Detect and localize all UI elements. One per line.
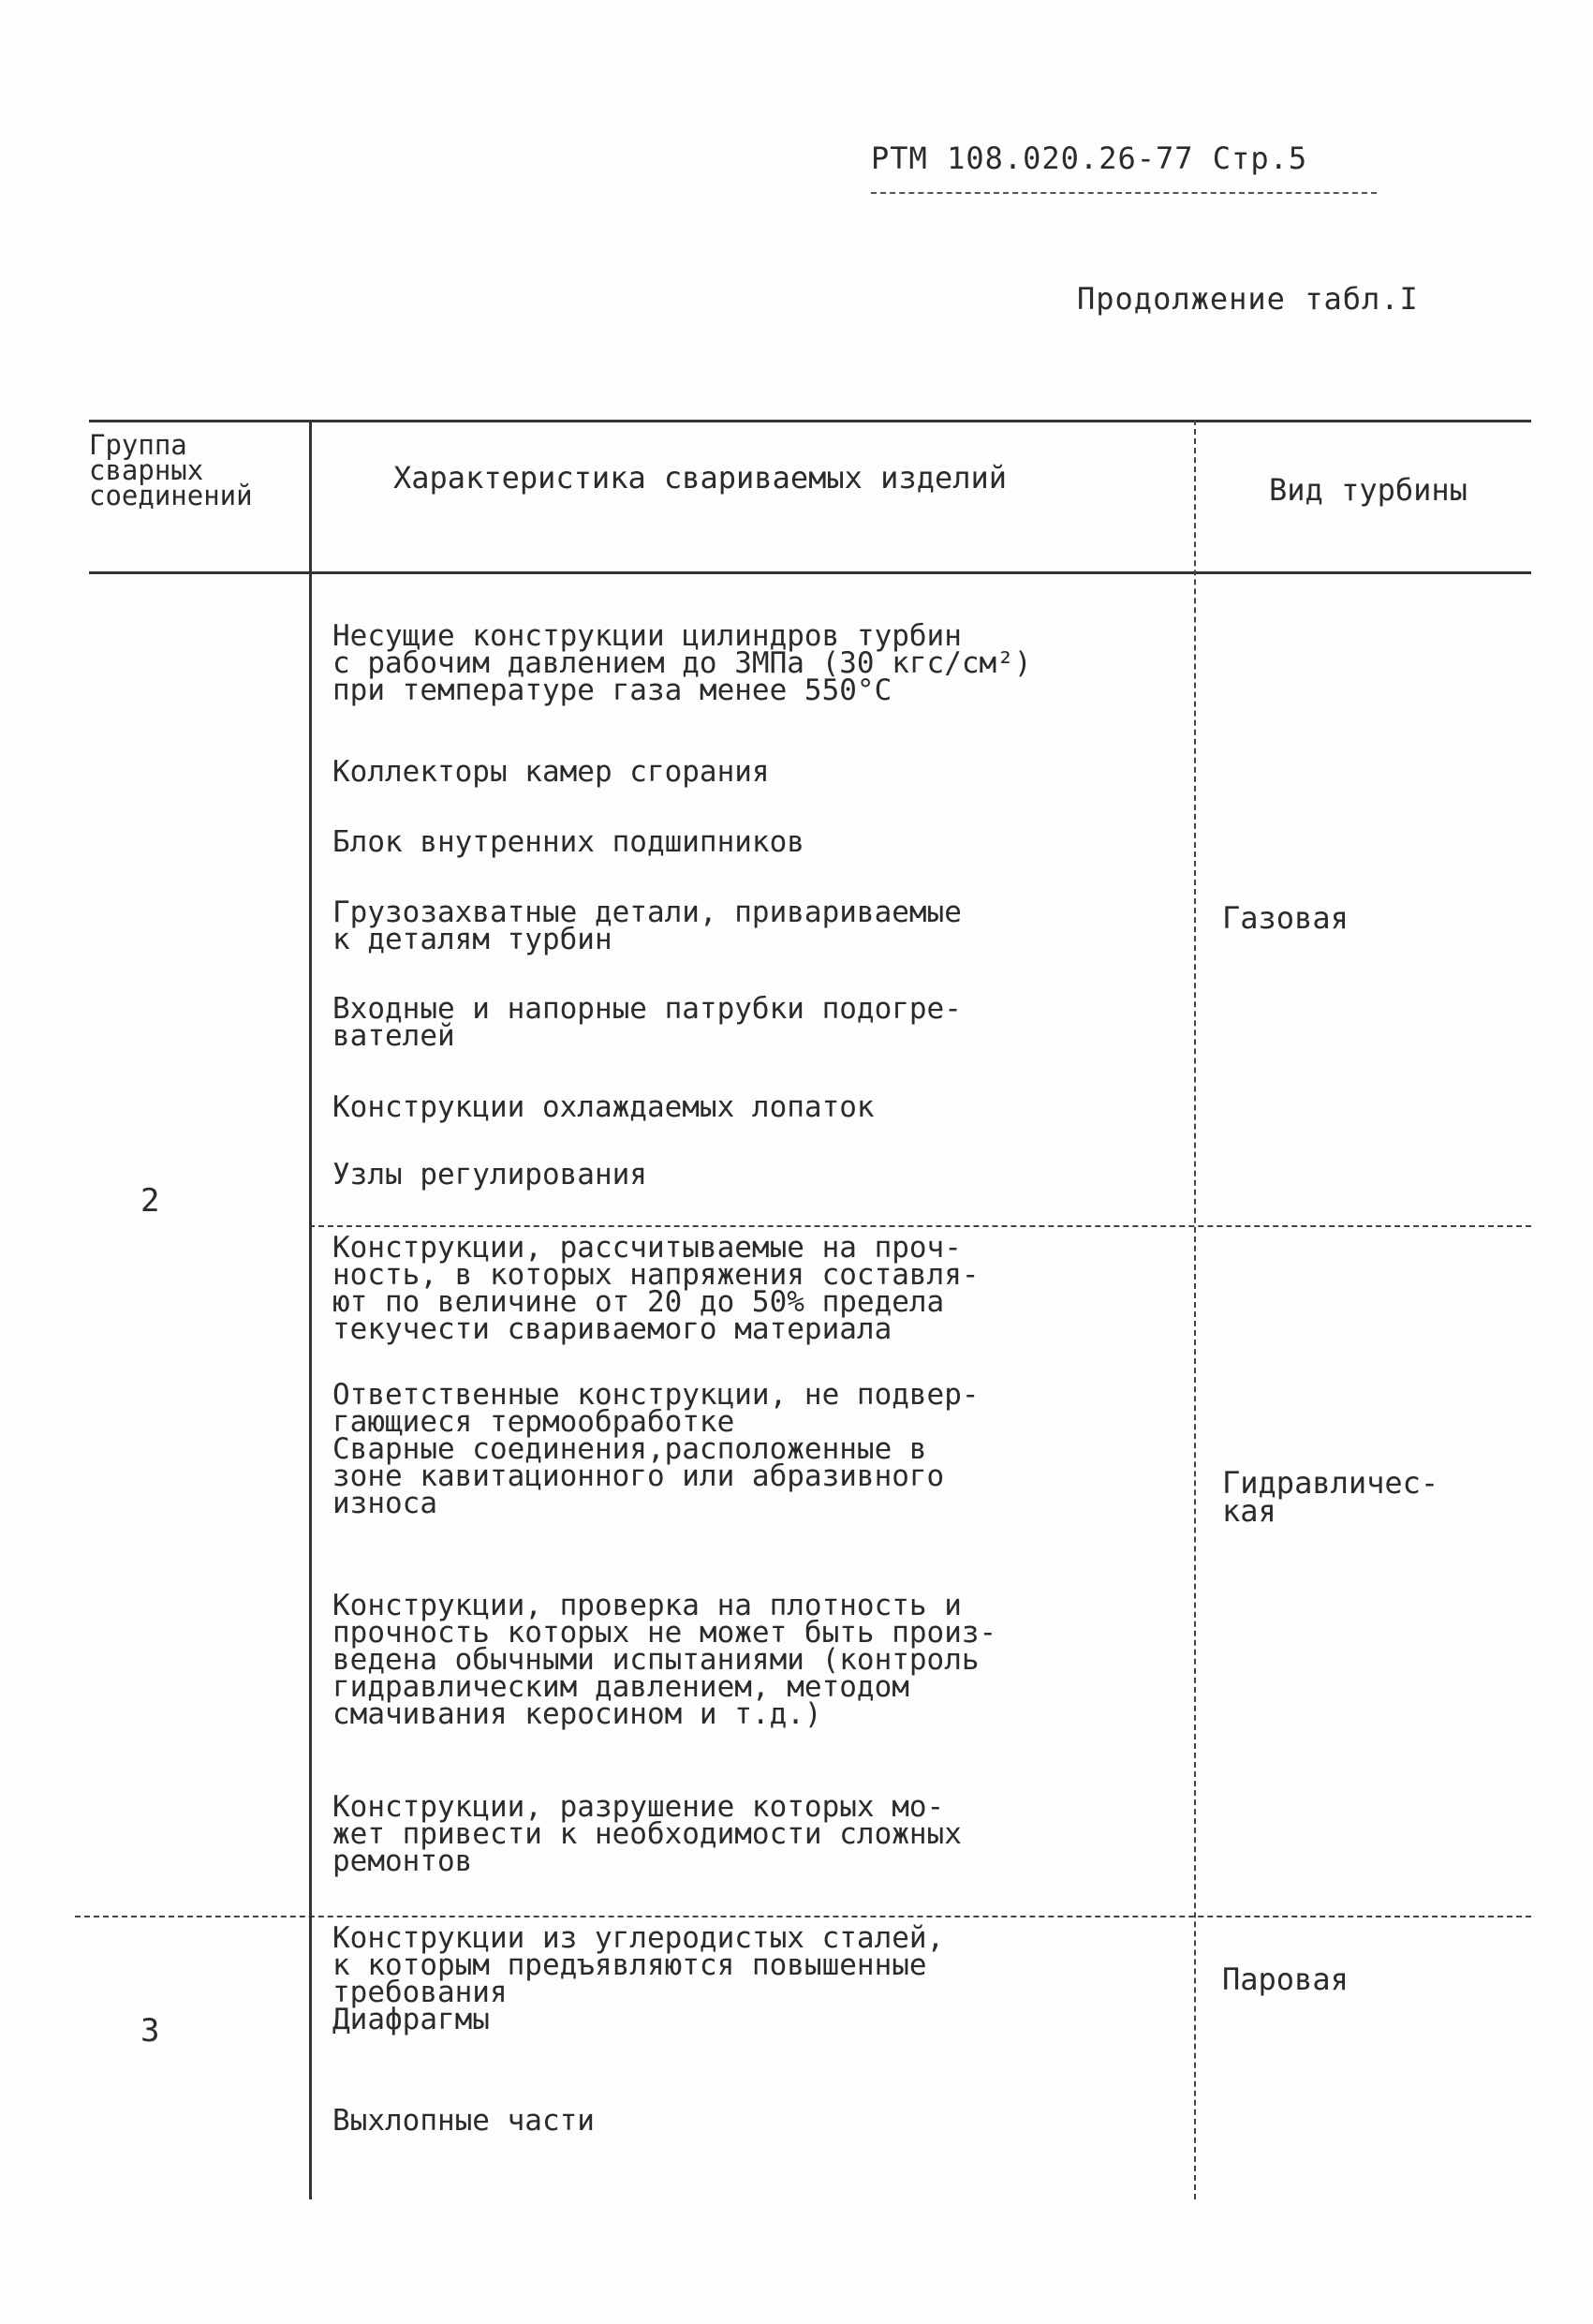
column-header-turbine: Вид турбины <box>1269 472 1468 508</box>
group-number: 2 <box>140 1182 160 1220</box>
characteristic-item: Конструкции, проверка на плотность и прочность которых не может быть произ- ведена обычными испытаниями (контроль гидравлическим давлением, методом смачивания керосином и т.д.) <box>332 1589 997 1731</box>
characteristic-item: Несущие конструкции цилиндров турбин с рабочим давлением до 3МПа (30 кгс/см²) при температуре газа менее 550°С <box>332 619 1032 707</box>
document-code-underline <box>871 192 1377 194</box>
characteristic-item: Конструкции, рассчитываемые на проч- ность, в которых напряжения составля- ют по величине от 20 до 50% предела текучести свариваемого материала <box>332 1231 980 1346</box>
column-divider-2 <box>1194 420 1196 2199</box>
row-divider-turbine-types <box>309 1225 1531 1227</box>
row-divider-group-3 <box>75 1916 1531 1917</box>
characteristic-item: Блок внутренних подшипников <box>332 825 804 859</box>
column-header-characteristics: Характеристика свариваемых изделий <box>393 460 1008 496</box>
table-header-bottom-border <box>89 571 1531 574</box>
table-top-border <box>89 420 1531 422</box>
characteristic-item: Ответственные конструкции, не подвер- гающиеся термообработке Сварные соединения,расположенные в зоне кавитационного или абразивного износа <box>332 1378 980 1520</box>
group-number: 3 <box>140 2012 160 2050</box>
document-code: РТМ 108.020.26-77 Стр.5 <box>871 141 1308 176</box>
characteristic-item: Конструкции, разрушение которых мо- жет привести к необходимости сложных ремонтов <box>332 1790 962 1878</box>
turbine-type: Гидравличес- кая <box>1222 1465 1439 1529</box>
characteristic-item: Коллекторы камер сгорания <box>332 755 770 789</box>
turbine-type: Паровая <box>1222 1961 1349 1997</box>
table-continuation-label: Продолжение табл.I <box>1077 281 1419 317</box>
characteristic-item: Выхлопные части <box>332 2104 595 2138</box>
turbine-type: Газовая <box>1222 900 1349 936</box>
characteristic-item: Входные и напорные патрубки подогре- вателей <box>332 992 962 1053</box>
characteristic-item: Узлы регулирования <box>332 1158 647 1192</box>
column-header-group: Группа сварных соединений <box>89 429 253 511</box>
characteristic-item: Конструкции охлаждаемых лопаток <box>332 1090 875 1124</box>
characteristic-item: Грузозахватные детали, привариваемые к деталям турбин <box>332 896 962 956</box>
column-divider-1 <box>309 420 312 2199</box>
characteristic-item: Конструкции из углеродистых сталей, к которым предъявляются повышенные требования Диафрагмы <box>332 1921 945 2036</box>
